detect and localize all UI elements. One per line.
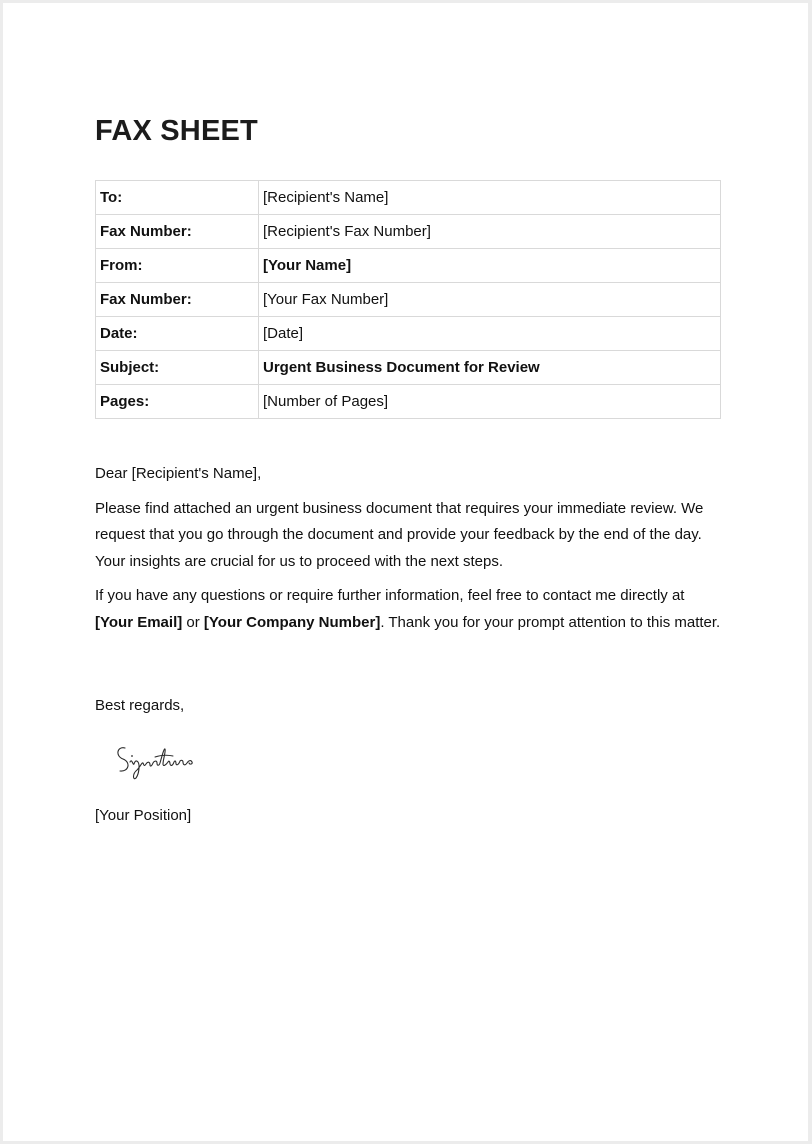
field-label-date: Date: <box>96 317 259 351</box>
table-row <box>96 351 721 385</box>
document-page <box>3 3 808 1141</box>
email-placeholder: [Your Email] <box>95 613 183 631</box>
paragraph-contact-text: . Thank you for your prompt attention to this matter. <box>380 613 721 631</box>
table-row <box>96 317 721 351</box>
sender-position: [Your Position] <box>95 807 192 824</box>
field-value-date: [Date] <box>259 317 721 351</box>
company-number-placeholder: [Your Company Number] <box>203 613 381 631</box>
field-value-pages: [Number of Pages] <box>259 385 721 419</box>
field-label-to: To: <box>96 181 259 215</box>
field-label-pages: Pages: <box>96 385 259 419</box>
table-row <box>96 215 721 249</box>
field-value-from: [Your Name] <box>259 249 721 283</box>
field-label-subject: Subject: <box>96 351 259 385</box>
field-value-subject: Urgent Business Document for Review <box>259 351 721 385</box>
closing-line: Best regards, <box>95 697 185 714</box>
field-label-sender-fax: Fax Number: <box>96 283 259 317</box>
paragraph-contact <box>95 583 725 636</box>
document-title: FAX SHEET <box>95 115 258 147</box>
table-row <box>96 181 721 215</box>
paragraph-request: Please find attached an urgent business document that requires your immediate review. We request that you go through the document and provide your feedback by the end of the day. Your insights are crucial for us to proceed with the next steps. <box>95 499 704 570</box>
greeting: Dear [Recipient's Name], <box>95 465 262 482</box>
fax-details-table <box>95 180 721 419</box>
field-value-to: [Recipient's Name] <box>259 181 721 215</box>
field-label-from: From: <box>96 249 259 283</box>
field-value-sender-fax: [Your Fax Number] <box>259 283 721 317</box>
field-value-recipient-fax: [Recipient's Fax Number] <box>259 215 721 249</box>
paragraph-contact-text: or <box>182 613 204 631</box>
paragraph-contact-text: If you have any questions or require further information, feel free to contact me directly at <box>95 587 685 604</box>
field-label-recipient-fax: Fax Number: <box>96 215 259 249</box>
signature-image <box>111 740 211 784</box>
table-row <box>96 283 721 317</box>
table-row <box>96 385 721 419</box>
letter-body <box>95 461 725 644</box>
table-row <box>96 249 721 283</box>
